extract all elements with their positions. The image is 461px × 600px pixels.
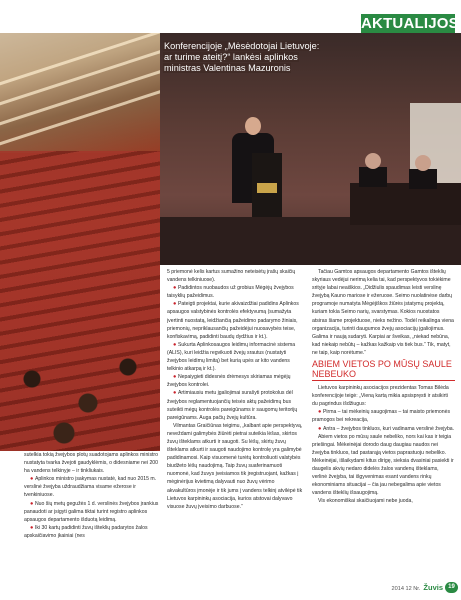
paragraph — [312, 408, 455, 424]
paragraph-text: Vis ekonomiškai skaičiuojami nebe juoda, — [318, 498, 413, 505]
paragraph-text: Iki 30 kartų padidinti žuvų išteklių padarytos žalos apskaičiavimo įkainiai (nes — [24, 524, 148, 539]
paragraph-text: Vilmantas Graičiūnas teigimu, „kalbant apie perspektyvą, neveždami galimybės žiūrėti pietrai suteikia lėšas, skirtos žuvų išteklams atkurti ir saugoti. Su lėšų, skirtų žuvų išteklams atkurti ir saugoti naudojimo kontrolę yra galimybė padidinamosi. Kaip visuomenė turėtų kontroliuoti valstybės biudžeto lėšų naudojimą. Taip žuvų suaferinamuoti nuomonė, kad žuvys įveisiamos tik įregistruojant, kažkas į mėginėrijus kvietimą dalyvauti nuo žuvų vėrimo akvakultūros įmonėje ir tik jums į vandens telkinį atvilėpė tik Lietuvos karpininkų asociacija, kurios atstovai dalyvavo visuose žuvų įveisimo darbuose.“ — [167, 422, 303, 510]
bullet-icon: ● — [173, 301, 178, 308]
paragraph-text: Pirma – tai mėkeinių saugojimas – tai maisto priemonės pramogos bei rekreacija, — [312, 409, 451, 424]
section-label: AKTUALIJOS — [361, 15, 459, 32]
paragraph — [167, 300, 303, 340]
magazine-brand: Žuvis — [423, 583, 443, 592]
paragraph — [312, 268, 455, 357]
header-bar — [0, 0, 461, 33]
bullet-icon: ● — [30, 500, 35, 507]
paragraph-text: 5 priemonė kelis kartus sumažino neteisėtų įrašų skaičių vandens telkiniuose). — [167, 269, 296, 284]
paragraph-text: sutelkia tokią žvejybos plotų suadotojams aplinkos ministro nustatyta tvarka žvejoti gaudyklėmis, o didesniame nei 200 ha vandens telkinyje – ir tinkliukais. — [24, 452, 159, 475]
paragraph — [24, 524, 160, 540]
paragraph — [167, 284, 303, 300]
paragraph-text: Pateigti projektai, kurie akivaizdžiai padidins Aplinkos apsaugos valstybinės kontrolės efektyvumą (sumažyta įvertinti nuostatą, leidžiančią pažeidimo padarymo žiniais, priemonių, nepriklausančių pažeidėjui nuosavybės teise, konfiskavimą, padidinti baudų dydžius ir kt.). — [167, 301, 299, 340]
text-column-a — [24, 451, 160, 540]
paragraph — [167, 373, 303, 389]
section-subheading: ABIEM VIETOS PO MŪSŲ SAULE NEBEUKO — [312, 360, 455, 381]
bullet-icon: ● — [173, 341, 178, 348]
footer-meta — [391, 583, 443, 592]
paragraph-text: Aplinkos ministro įsakymas nustatė, kad nuo 2015 m. verslinė žvejyba uždraudžiama visame ežerose ir tvenkiniuose. — [24, 476, 157, 499]
paragraph — [24, 500, 160, 524]
paragraph — [167, 341, 303, 373]
issue-date: 2014 12 Nr. — [391, 586, 421, 592]
text-column-c — [312, 268, 455, 505]
bullet-icon: ● — [30, 524, 35, 531]
photo-caption: Konferencijoje „Mėsėdotojai Lietuvoje: ar turime ateitį?“ lankėsi aplinkos ministras Valentinas Mazuronis — [164, 41, 320, 73]
auditorium-photo — [0, 33, 160, 451]
paragraph — [167, 422, 303, 511]
paragraph — [312, 497, 455, 505]
paragraph-text: Tačiau Gamtos apsaugos departamento Gamtos išteklių skyriaus vedėjui nerimą kelia tai, kad perspektyvos tokiėkime srityje labai neaiškios. „Didžiulis spaudimas leisti verslinę žvejybą Kauno mariose ir ežeruose. Seimo nuolatinėse darbų programoje numatyta Mėgėjiškos žiūrės įstatymų projektą, kuriam tokia Seimo narių, svarstymas. Kokios nuostatos atsiras šiame projektuose, nieks nežino. Todėl reikalinga viena organizacija, turinti daugumos žvejų asociacijų įgaliojimus. Galima ir naują sudaryti. Karpiai ar šveikas, „niekad nebūna, kad niekaip nebūtų – kažkas kažkaip vis tiek bus.“ Tik, matyt, ne taip, kaip norėtume.“ — [312, 269, 454, 356]
paragraph — [167, 389, 303, 421]
paragraph — [312, 433, 455, 498]
column-c-top — [312, 268, 455, 357]
paragraph-text: Nuo šių metų gegužės 1 d. verslinės žvejybos įrankius panaudoti ar įsigyti galima tiktai turint registro aplinkos apsaugos departamento išduotą leidimą. — [24, 500, 159, 523]
paragraph-text: Sukurta Aplinkosaugos leidimų informacinė sistema (ALIS), kuri leidžia regvikuoti žvejų srautus (nustatyti žvejybos leidimų limitą) bet kurią upės ar kito vandens telkinio atkarpą ir kt.). — [167, 341, 296, 373]
paragraph-text: Lietuvos karpininkų asociacijos prezidentas Tomas Bilėda konferencijoje teigė: „Vieną kartą mikia apsispręsti ir atsikirti du pagrindus išdžiugus: — [312, 385, 449, 408]
paragraph — [24, 475, 160, 499]
paragraph-text: Abiem vietos po mūsų saule nebeliko, nors kai kas ir teigia priešingai. Mėkeinėjai dorodo daug daugiau naudos nei žvejyba tinkluos, tad pastarąją vietos paprastuoju nebeliko. Mėkeinėjai, išlaikydami kitus dirigę, sieksia dvasiniai pasiekti ir daugelis akvių nedaro didelės žalos vandenų išteklams, verlinė žvejyba, tai išgyvenimas esant vandens rinkų ekonominiams situacijai – čia jau nebegalima apie vietos vandens išteklių išsaugojimą. — [312, 433, 454, 497]
presidium-table — [350, 183, 461, 225]
paragraph — [167, 268, 303, 284]
paragraph-text: Nepaiygieti didesnės drėmesys skiriamas mėgėjų žvejybos kontrolei. — [167, 374, 291, 389]
paragraph — [24, 451, 160, 475]
column-c-bottom — [312, 384, 455, 505]
paragraph-text: Padidintos nuobaudos už grobius Mėgėjų žvejybos taisyklių pažeidimus. — [167, 285, 294, 300]
bullet-icon: ● — [318, 409, 323, 416]
paragraph-text: Artimiausiu metu įgaliojimai surašyti protokolus dėl žvejybos reglamentuojančių teisės aktų pažeidimų bus suteikti mėgų kontrolės pareigūnams ir saugomų teritorijų pareigūnams. Auga pačių žvejų kultūra. — [167, 390, 298, 421]
paragraph — [312, 425, 455, 433]
bullet-icon: ● — [173, 285, 178, 292]
bullet-icon: ● — [173, 390, 178, 397]
text-column-b — [167, 268, 303, 511]
paragraph — [312, 384, 455, 408]
paragraph-text: Antra – žvejybos tinkluos, kuri vadinama verslinė žvejyba. — [322, 425, 455, 432]
page-number: 19 — [445, 582, 458, 593]
bullet-icon: ● — [318, 425, 323, 432]
bullet-icon: ● — [30, 476, 35, 483]
bullet-icon: ● — [173, 374, 178, 381]
